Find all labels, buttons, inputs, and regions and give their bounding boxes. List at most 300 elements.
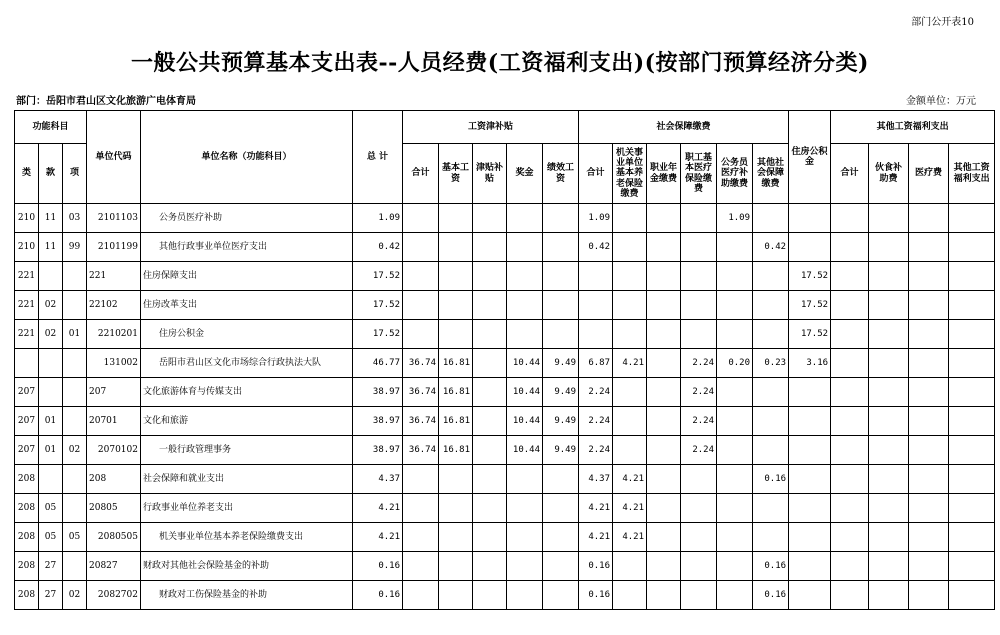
row-value-cell [949,378,995,407]
row-value-cell [403,523,439,552]
row-value-cell [579,320,613,349]
row-value-cell: 10.44 [507,436,543,465]
row-kuan: 05 [39,494,63,523]
row-value-cell [869,494,909,523]
row-total: 46.77 [353,349,403,378]
row-value-cell [613,436,647,465]
row-value-cell [949,291,995,320]
row-value-cell: 16.81 [439,436,473,465]
header-bonus: 奖金 [507,144,543,204]
row-value-cell: 0.42 [579,233,613,262]
row-total: 1.09 [353,204,403,233]
row-value-cell [753,320,789,349]
row-xiang [63,262,87,291]
row-value-cell [681,523,717,552]
row-unit-name: 住房保障支出 [141,262,353,291]
header-func-subject: 功能科目 [15,111,87,144]
row-value-cell: 17.52 [789,262,831,291]
row-xiang: 99 [63,233,87,262]
row-value-cell [403,320,439,349]
row-kuan: 01 [39,436,63,465]
row-kuan [39,378,63,407]
row-value-cell [789,523,831,552]
row-total: 38.97 [353,436,403,465]
row-value-cell: 36.74 [403,349,439,378]
row-lei: 208 [15,465,39,494]
row-unit-name: 住房公积金 [141,320,353,349]
row-value-cell [681,494,717,523]
row-value-cell: 2.24 [681,436,717,465]
header-xiang: 项 [63,144,87,204]
row-value-cell [869,407,909,436]
header-performance-pay: 绩效工资 [543,144,579,204]
row-value-cell: 9.49 [543,378,579,407]
row-unit-name: 文化旅游体育与传媒支出 [141,378,353,407]
row-value-cell [613,262,647,291]
row-value-cell [831,552,869,581]
row-value-cell [613,204,647,233]
row-value-cell [717,291,753,320]
row-lei: 208 [15,552,39,581]
row-value-cell [543,320,579,349]
row-unit-code: 221 [87,262,141,291]
row-value-cell [831,320,869,349]
row-value-cell [613,581,647,610]
header-unit-name: 单位名称（功能科目） [141,111,353,204]
row-xiang [63,291,87,320]
row-value-cell [403,581,439,610]
row-value-cell: 6.87 [579,349,613,378]
row-value-cell [949,320,995,349]
header-lei: 类 [15,144,39,204]
row-kuan: 02 [39,291,63,320]
amount-unit-label: 金额单位：万元 [906,96,976,107]
row-xiang [63,407,87,436]
row-value-cell [439,465,473,494]
row-value-cell [647,494,681,523]
row-value-cell [753,291,789,320]
row-value-cell [949,523,995,552]
row-value-cell: 0.16 [753,581,789,610]
row-value-cell: 0.16 [753,552,789,581]
row-value-cell [717,378,753,407]
row-value-cell: 2.24 [681,349,717,378]
row-value-cell [473,204,507,233]
table-row [15,378,995,407]
row-value-cell: 0.23 [753,349,789,378]
row-value-cell [473,349,507,378]
row-value-cell [543,204,579,233]
row-kuan: 01 [39,407,63,436]
row-unit-name: 社会保障和就业支出 [141,465,353,494]
row-lei: 221 [15,291,39,320]
row-total: 38.97 [353,378,403,407]
table-row [15,349,995,378]
table-body [15,204,995,610]
row-value-cell: 16.81 [439,378,473,407]
row-unit-name: 机关事业单位基本养老保险缴费支出 [141,523,353,552]
row-total: 0.42 [353,233,403,262]
row-value-cell [543,233,579,262]
row-value-cell [647,378,681,407]
row-value-cell [831,233,869,262]
row-value-cell [507,552,543,581]
row-value-cell [681,581,717,610]
row-value-cell [613,233,647,262]
row-value-cell [473,494,507,523]
row-value-cell: 1.09 [579,204,613,233]
row-value-cell [543,291,579,320]
header-housing-fund: 住房公积金 [789,111,831,204]
row-unit-code: 22102 [87,291,141,320]
row-value-cell [681,233,717,262]
row-value-cell [473,291,507,320]
row-value-cell: 2.24 [579,436,613,465]
table-row [15,465,995,494]
header-occupational-annuity: 职业年金缴费 [647,144,681,204]
row-unit-name: 行政事业单位养老支出 [141,494,353,523]
row-kuan [39,349,63,378]
header-other-total: 合计 [831,144,869,204]
row-value-cell: 2.24 [681,378,717,407]
row-value-cell [647,291,681,320]
row-value-cell [869,233,909,262]
table-row [15,407,995,436]
row-value-cell: 17.52 [789,320,831,349]
row-value-cell: 10.44 [507,407,543,436]
table-row [15,320,995,349]
row-value-cell [473,465,507,494]
row-lei: 210 [15,233,39,262]
header-medical-insurance: 职工基本医疗保险缴费 [681,144,717,204]
row-value-cell [647,204,681,233]
row-unit-code: 20701 [87,407,141,436]
row-total: 0.16 [353,581,403,610]
row-value-cell: 17.52 [789,291,831,320]
department-label: 部门：岳阳市君山区文化旅游广电体育局 [16,96,196,107]
row-value-cell [753,262,789,291]
row-value-cell [507,262,543,291]
row-value-cell [717,407,753,436]
row-value-cell: 9.49 [543,436,579,465]
row-unit-code: 2101103 [87,204,141,233]
header-kuan: 款 [39,144,63,204]
row-value-cell [869,552,909,581]
row-value-cell [831,291,869,320]
row-value-cell [909,523,949,552]
row-value-cell [403,552,439,581]
row-value-cell [831,465,869,494]
row-value-cell [717,581,753,610]
row-value-cell: 2.24 [681,407,717,436]
row-value-cell [681,204,717,233]
row-xiang: 05 [63,523,87,552]
row-value-cell [869,581,909,610]
row-value-cell [403,494,439,523]
row-value-cell [681,320,717,349]
table-row [15,581,995,610]
row-unit-name: 财政对其他社会保险基金的补助 [141,552,353,581]
row-value-cell [647,262,681,291]
header-pension-insurance: 机关事业单位基本养老保险缴费 [613,144,647,204]
row-value-cell [831,378,869,407]
row-value-cell [473,407,507,436]
row-kuan [39,262,63,291]
row-value-cell: 36.74 [403,436,439,465]
table-row [15,262,995,291]
row-value-cell [869,320,909,349]
row-value-cell [439,494,473,523]
row-xiang [63,378,87,407]
row-value-cell: 3.16 [789,349,831,378]
row-value-cell [717,320,753,349]
row-value-cell [753,204,789,233]
row-value-cell: 0.42 [753,233,789,262]
header-salary-group: 工资津补贴 [403,111,579,144]
row-value-cell [909,349,949,378]
row-value-cell [909,436,949,465]
table-row [15,291,995,320]
row-value-cell [869,291,909,320]
row-unit-code: 131002 [87,349,141,378]
row-lei: 208 [15,523,39,552]
row-value-cell [909,262,949,291]
row-value-cell [647,436,681,465]
row-xiang: 02 [63,436,87,465]
row-value-cell [473,378,507,407]
row-value-cell [473,262,507,291]
row-value-cell: 9.49 [543,407,579,436]
row-xiang [63,349,87,378]
row-value-cell [717,552,753,581]
row-value-cell [909,291,949,320]
row-value-cell [909,320,949,349]
row-unit-name: 一般行政管理事务 [141,436,353,465]
row-total: 4.21 [353,494,403,523]
row-value-cell [507,465,543,494]
table-row [15,494,995,523]
row-value-cell [507,494,543,523]
header-medical-fee: 医疗费 [909,144,949,204]
row-total: 17.52 [353,291,403,320]
row-total: 4.37 [353,465,403,494]
row-value-cell [909,494,949,523]
row-value-cell [473,581,507,610]
row-value-cell [439,552,473,581]
row-value-cell [473,523,507,552]
table-row [15,204,995,233]
row-kuan: 27 [39,552,63,581]
header-allowance: 津贴补贴 [473,144,507,204]
row-value-cell [507,581,543,610]
row-value-cell [439,262,473,291]
row-unit-name: 岳阳市君山区文化市场综合行政执法大队 [141,349,353,378]
row-unit-code: 20827 [87,552,141,581]
header-basic-salary: 基本工资 [439,144,473,204]
header-other-social: 其他社会保障缴费 [753,144,789,204]
page-title: 一般公共预算基本支出表--人员经费(工资福利支出)(按部门预算经济分类) [131,50,869,76]
row-value-cell: 4.21 [613,523,647,552]
row-value-cell [909,233,949,262]
budget-table [14,110,995,610]
row-value-cell [949,494,995,523]
row-lei: 210 [15,204,39,233]
row-value-cell [543,552,579,581]
row-total: 38.97 [353,407,403,436]
row-value-cell [753,494,789,523]
row-value-cell [869,349,909,378]
row-unit-name: 公务员医疗补助 [141,204,353,233]
row-value-cell [789,465,831,494]
header-salary-total: 合计 [403,144,439,204]
row-lei: 208 [15,581,39,610]
row-kuan: 11 [39,204,63,233]
row-value-cell [789,581,831,610]
row-value-cell: 4.21 [613,349,647,378]
row-value-cell [543,581,579,610]
row-value-cell [831,262,869,291]
row-lei: 207 [15,407,39,436]
row-value-cell [949,581,995,610]
row-value-cell [789,552,831,581]
row-lei [15,349,39,378]
row-value-cell [909,552,949,581]
row-value-cell [681,465,717,494]
row-value-cell [831,436,869,465]
row-total: 4.21 [353,523,403,552]
row-value-cell: 0.16 [579,552,613,581]
row-value-cell [473,552,507,581]
row-value-cell [579,291,613,320]
row-value-cell [507,204,543,233]
row-value-cell [543,494,579,523]
row-value-cell [949,262,995,291]
row-value-cell: 0.20 [717,349,753,378]
row-value-cell [909,407,949,436]
row-value-cell [681,552,717,581]
table-row [15,436,995,465]
row-value-cell [949,349,995,378]
row-value-cell [789,378,831,407]
row-value-cell [647,581,681,610]
row-lei: 208 [15,494,39,523]
row-value-cell [717,465,753,494]
row-value-cell [403,233,439,262]
row-value-cell: 36.74 [403,407,439,436]
row-value-cell: 4.21 [579,523,613,552]
row-kuan: 05 [39,523,63,552]
header-meal-subsidy: 伙食补助费 [869,144,909,204]
row-value-cell [507,320,543,349]
row-value-cell [949,465,995,494]
row-value-cell [869,262,909,291]
row-value-cell: 4.21 [579,494,613,523]
row-unit-code: 208 [87,465,141,494]
row-xiang [63,494,87,523]
row-xiang: 03 [63,204,87,233]
row-value-cell [753,378,789,407]
row-unit-name: 其他行政事业单位医疗支出 [141,233,353,262]
row-value-cell [439,320,473,349]
row-value-cell [507,523,543,552]
row-value-cell [613,320,647,349]
row-value-cell [613,378,647,407]
row-value-cell: 16.81 [439,407,473,436]
row-value-cell [717,494,753,523]
row-value-cell [949,204,995,233]
row-unit-code: 2082702 [87,581,141,610]
row-value-cell [789,494,831,523]
row-value-cell [949,436,995,465]
row-value-cell [831,523,869,552]
header-other-welfare: 其他工资福利支出 [949,144,995,204]
row-value-cell [789,436,831,465]
row-value-cell: 36.74 [403,378,439,407]
row-value-cell [439,581,473,610]
row-value-cell [647,552,681,581]
row-value-cell [831,494,869,523]
row-value-cell [869,465,909,494]
row-value-cell [473,233,507,262]
row-unit-name: 文化和旅游 [141,407,353,436]
row-value-cell [647,407,681,436]
row-xiang: 02 [63,581,87,610]
row-value-cell [403,291,439,320]
row-value-cell [647,465,681,494]
row-value-cell [831,349,869,378]
row-value-cell [831,407,869,436]
row-unit-code: 2101199 [87,233,141,262]
row-value-cell [949,233,995,262]
header-total: 总 计 [353,111,403,204]
row-value-cell [507,233,543,262]
row-value-cell [543,523,579,552]
header-social-total: 合计 [579,144,613,204]
row-value-cell [717,262,753,291]
row-value-cell [869,378,909,407]
row-value-cell: 2.24 [579,378,613,407]
row-value-cell [543,465,579,494]
row-value-cell [439,523,473,552]
row-value-cell [473,320,507,349]
row-value-cell [949,552,995,581]
row-kuan: 11 [39,233,63,262]
row-value-cell [909,465,949,494]
row-kuan: 27 [39,581,63,610]
row-value-cell: 10.44 [507,378,543,407]
row-value-cell [717,523,753,552]
row-value-cell [579,262,613,291]
row-value-cell [403,262,439,291]
row-value-cell [909,581,949,610]
row-value-cell: 0.16 [753,465,789,494]
row-unit-code: 2070102 [87,436,141,465]
row-lei: 207 [15,436,39,465]
row-unit-name: 住房改革支出 [141,291,353,320]
row-value-cell [647,523,681,552]
header-civil-servant-medical: 公务员医疗补助缴费 [717,144,753,204]
row-value-cell [869,523,909,552]
row-total: 17.52 [353,262,403,291]
row-value-cell [909,204,949,233]
row-value-cell [681,291,717,320]
row-value-cell [613,407,647,436]
row-value-cell: 9.49 [543,349,579,378]
row-value-cell [439,291,473,320]
table-number-label: 部门公开表10 [911,17,974,28]
row-value-cell [717,436,753,465]
row-value-cell: 1.09 [717,204,753,233]
